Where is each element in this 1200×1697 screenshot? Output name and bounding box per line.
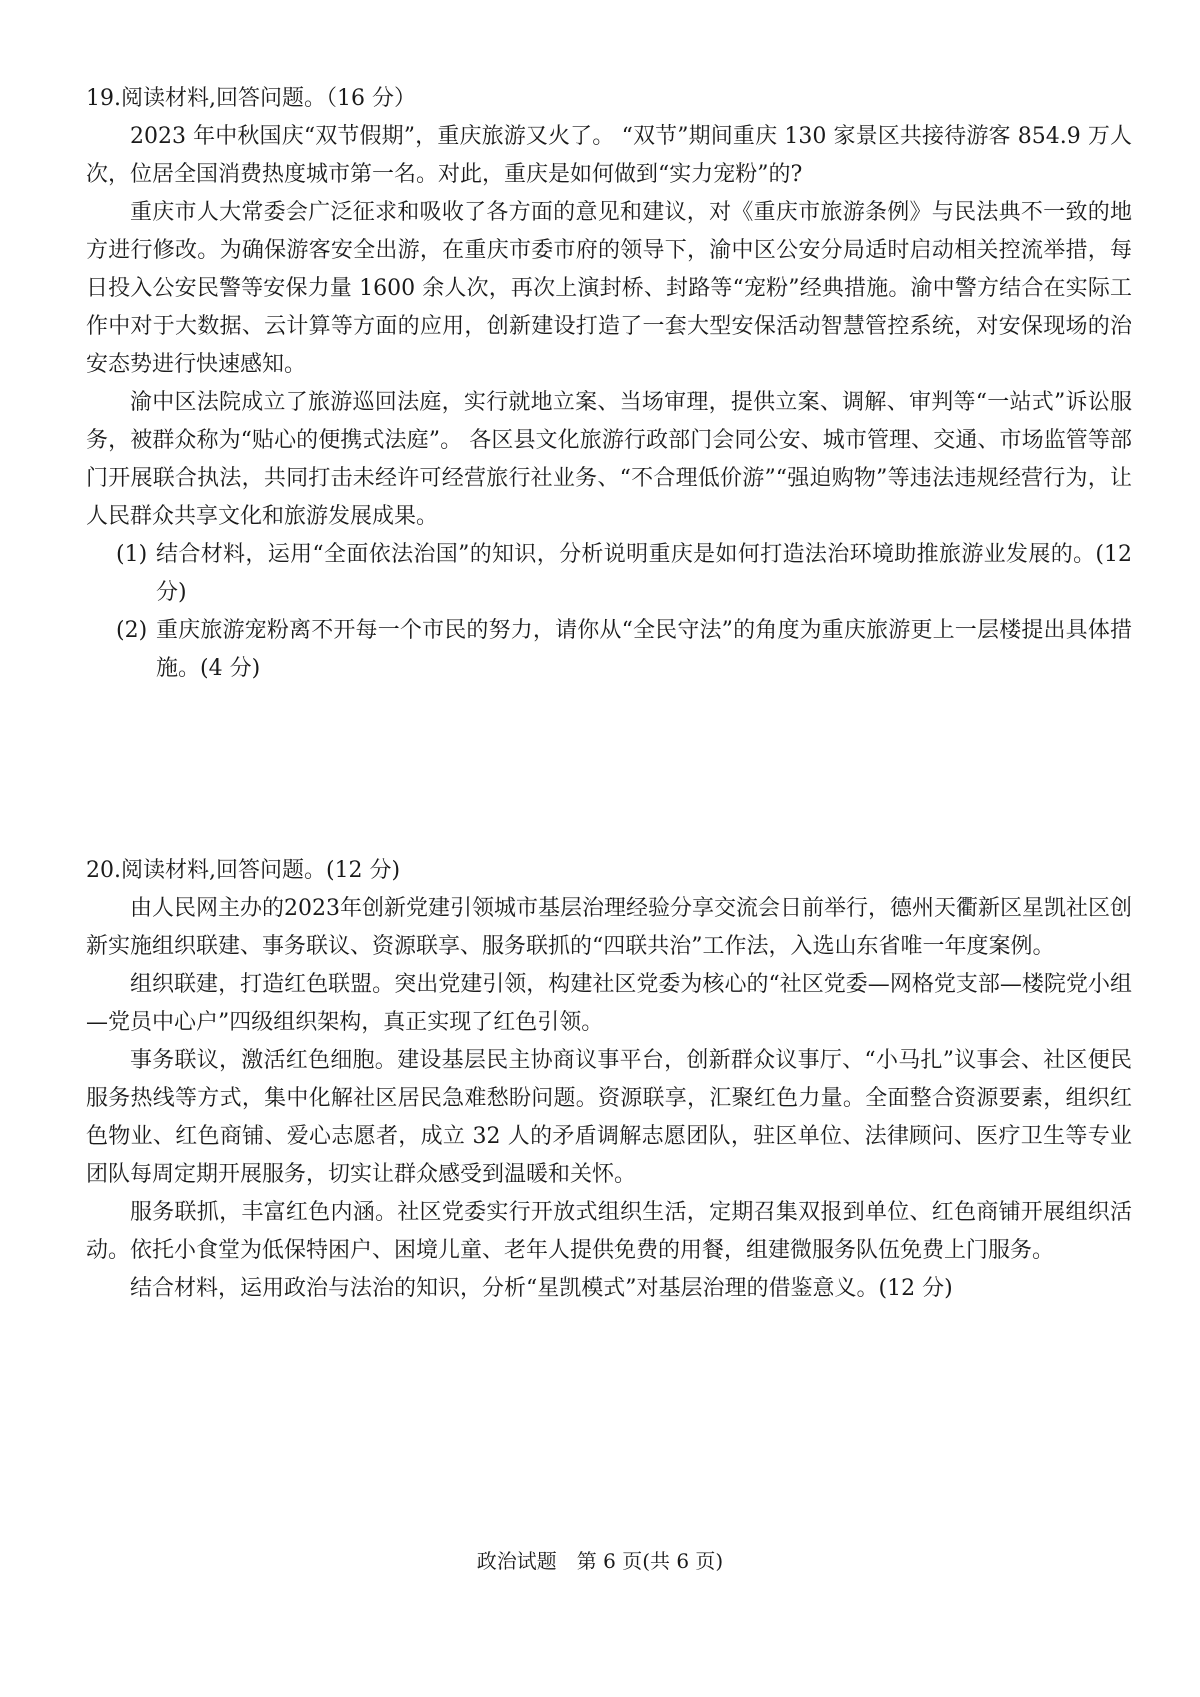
question-19-material-1: 2023 年中秋国庆“双节假期”，重庆旅游又火了。 “双节”期间重庆 130 家景区共接待游客 854.9 万人次，位居全国消费热度城市第一名。对此，重庆是如何做到“实力宠粉”的?: [86, 124, 1132, 187]
page-footer: 政治试题 第 6 页(共 6 页): [476, 1549, 724, 1573]
sub-question-text: 结合材料，运用“全面依法治国”的知识，分析说明重庆是如何打造法治环境助推旅游业发展的。(12 分): [156, 542, 1132, 605]
question-19-material-3: 渝中区法院成立了旅游巡回法庭，实行就地立案、当场审理，提供立案、调解、审判等“一站式”诉讼服务，被群众称为“贴心的便携式法庭”。 各区县文化旅游行政部门会同公安、城市管理、交通、市场监管等部门开展联合执法，共同打击未经许可经营旅行社业务、“不合理低价游”“强迫购物”等违法违规经营行为，让人民群众共享文化和旅游发展成果。: [86, 390, 1132, 529]
question-20-material-3: 事务联议，激活红色细胞。建设基层民主协商议事平台，创新群众议事厅、“小马扎”议事会、社区便民服务热线等方式，集中化解社区居民急难愁盼问题。资源联享，汇聚红色力量。全面整合资源要素，组织红色物业、红色商铺、爱心志愿者，成立 32 人的矛盾调解志愿团队，驻区单位、法律顾问、医疗卫生等专业团队每周定期开展服务，切实让群众感受到温暖和关怀。: [86, 1048, 1132, 1187]
sub-question-number: (1): [116, 542, 148, 567]
question-20: [86, 852, 1132, 1308]
question-19: [86, 80, 1132, 688]
question-19-title: 19.阅读材料,回答问题。（16 分）: [86, 86, 416, 111]
question-19-material-2: 重庆市人大常委会广泛征求和吸收了各方面的意见和建议，对《重庆市旅游条例》与民法典不一致的地方进行修改。为确保游客安全出游，在重庆市委市府的领导下，渝中区公安分局适时启动相关控流举措，每日投入公安民警等安保力量 1600 余人次，再次上演封桥、封路等“宠粉”经典措施。渝中警方结合在实际工作中对于大数据、云计算等方面的应用，创新建设打造了一套大型安保活动智慧管控系统，对安保现场的治安态势进行快速感知。: [86, 200, 1132, 377]
question-20-title: 20.阅读材料,回答问题。(12 分): [86, 858, 401, 883]
question-20-material-1: 由人民网主办的2023年创新党建引领城市基层治理经验分享交流会日前举行，德州天衢新区星凯社区创新实施组织联建、事务联议、资源联享、服务联抓的“四联共治”工作法，入选山东省唯一年度案例。: [86, 896, 1132, 959]
sub-question-text: 重庆旅游宠粉离不开每一个市民的努力，请你从“全民守法”的角度为重庆旅游更上一层楼提出具体措施。(4 分): [156, 618, 1132, 681]
sub-question-number: (2): [116, 618, 148, 643]
question-20-material-2: 组织联建，打造红色联盟。突出党建引领，构建社区党委为核心的“社区党委—网格党支部—楼院党小组—党员中心户”四级组织架构，真正实现了红色引领。: [86, 972, 1132, 1035]
question-20-material-4: 服务联抓，丰富红色内涵。社区党委实行开放式组织生活，定期召集双报到单位、红色商铺开展组织活动。依托小食堂为低保特困户、困境儿童、老年人提供免费的用餐，组建微服务队伍免费上门服务。: [86, 1200, 1132, 1263]
question-19-sub-2: [86, 612, 1132, 688]
question-20-prompt: 结合材料，运用政治与法治的知识，分析“星凯模式”对基层治理的借鉴意义。(12 分): [130, 1276, 953, 1301]
question-19-sub-1: [86, 536, 1132, 612]
